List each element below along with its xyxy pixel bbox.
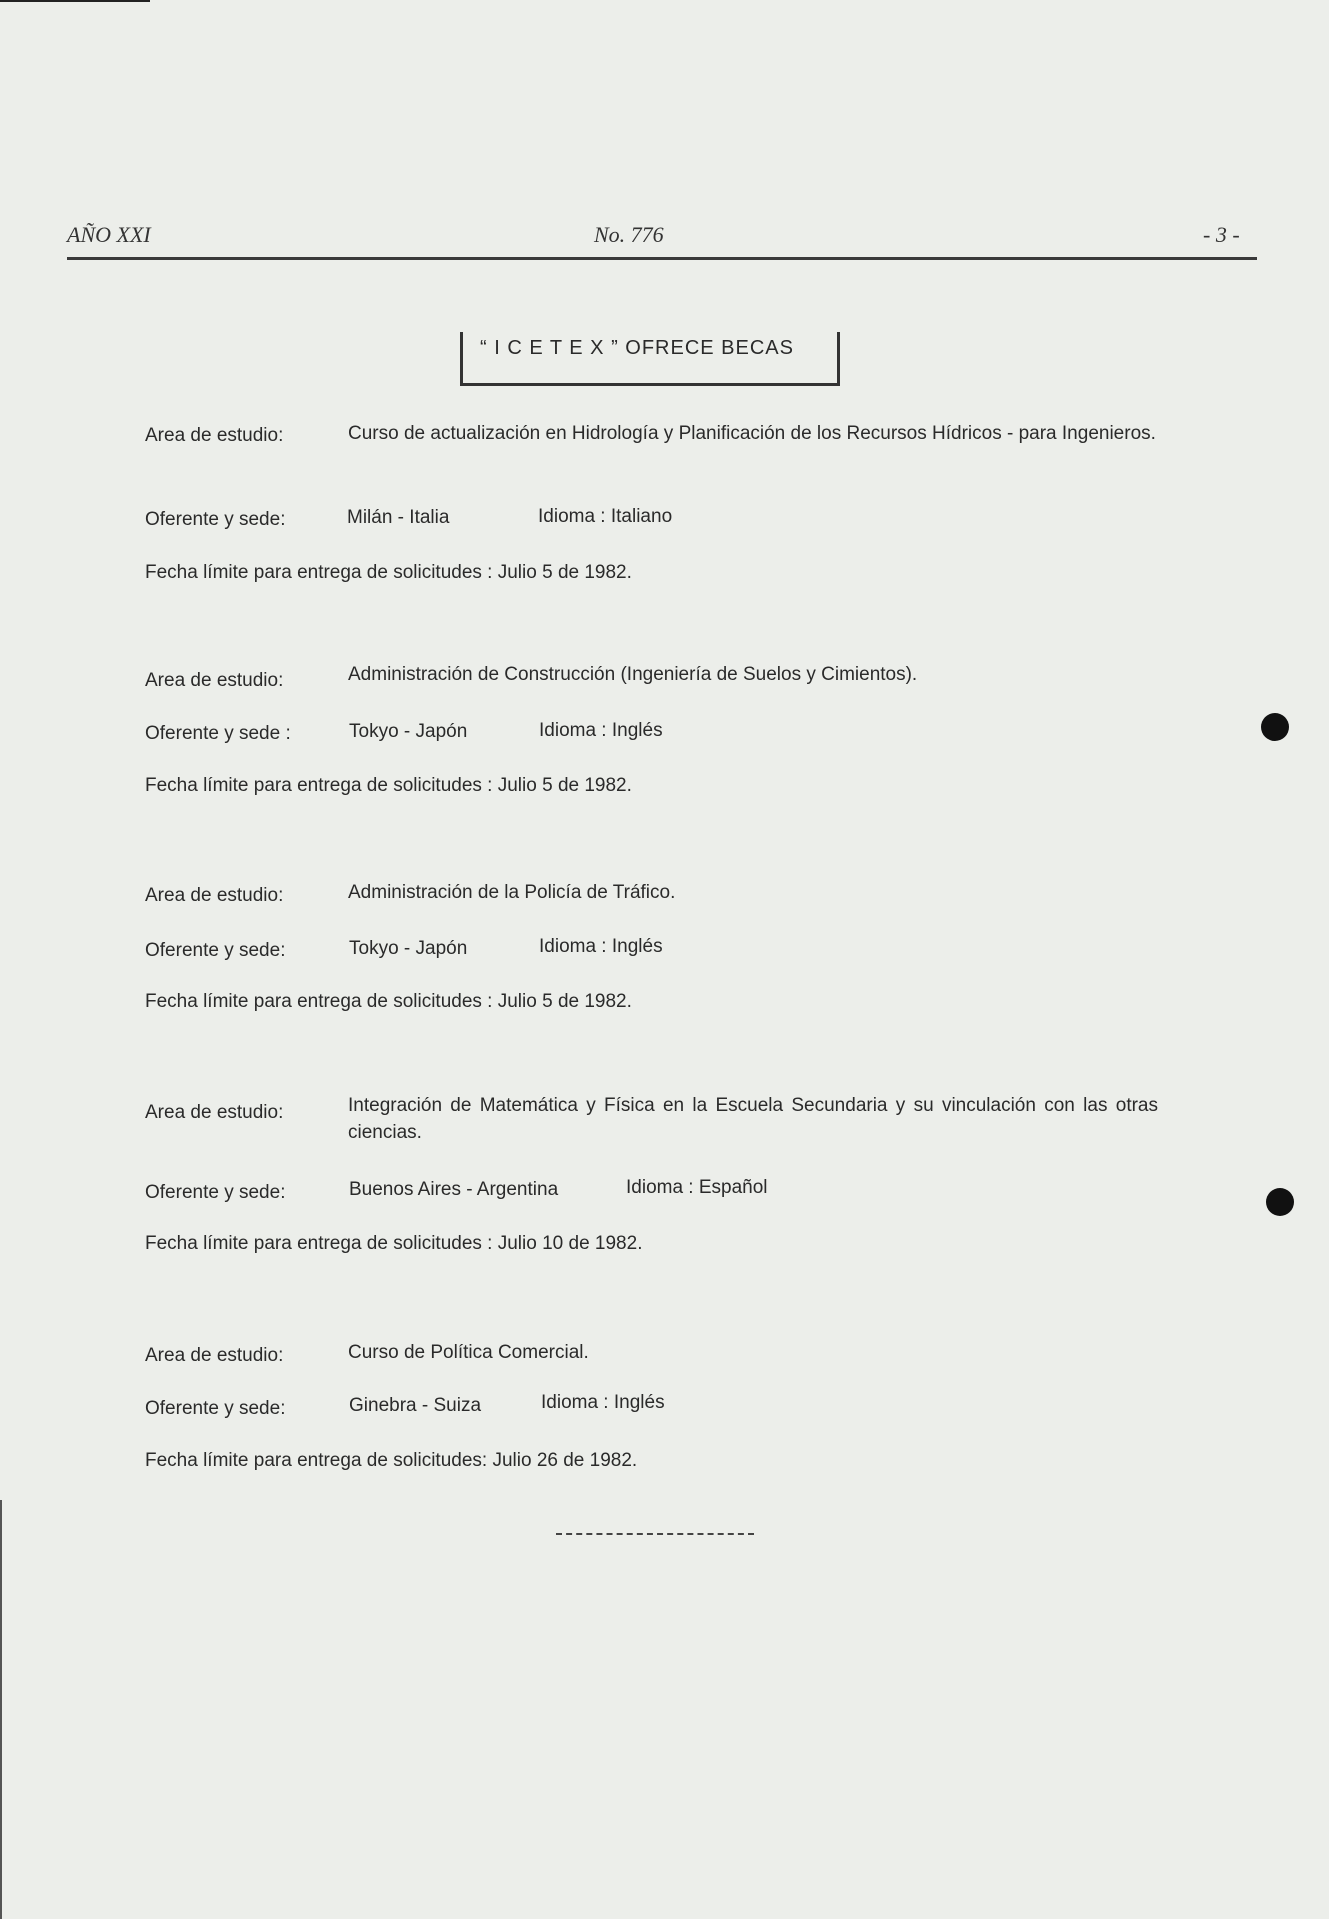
sede-value: Tokyo - Japón [349,721,468,742]
idioma-value: Idioma : Italiano [538,506,673,527]
idioma-value: Idioma : Inglés [541,1392,665,1413]
area-label: Area de estudio: [145,1345,284,1366]
punch-hole [1261,713,1289,741]
oferente-label: Oferente y sede: [145,1398,286,1419]
page-title: “ I C E T E X ” OFRECE BECAS [480,337,794,359]
oferente-label: Oferente y sede: [145,1182,286,1203]
deadline-text: Fecha límite para entrega de solicitudes : Julio 5 de 1982. [145,991,632,1012]
area-value: Curso de Política Comercial. [348,1342,589,1363]
sede-value: Buenos Aires - Argentina [349,1179,559,1200]
header-number: No. 776 [594,222,664,247]
sede-value: Milán - Italia [347,507,450,528]
oferente-label: Oferente y sede: [145,940,286,961]
area-value: Administración de Construcción (Ingeniería de Suelos y Cimientos). [348,664,918,685]
deadline-text: Fecha límite para entrega de solicitudes : Julio 10 de 1982. [145,1233,643,1254]
punch-hole [1266,1188,1294,1216]
deadline-text: Fecha límite para entrega de solicitudes: Julio 26 de 1982. [145,1450,638,1471]
area-label: Area de estudio: [145,425,284,446]
sede-value: Tokyo - Japón [349,938,468,959]
area-value: Integración de Matemática y Física en la Escuela Secundaria y su vinculación con las otras ciencias. [348,1095,1158,1143]
header-rule [67,257,1257,260]
deadline-text: Fecha límite para entrega de solicitudes : Julio 5 de 1982. [145,775,632,796]
deadline-text: Fecha límite para entrega de solicitudes : Julio 5 de 1982. [145,562,632,583]
page-corner-mark [0,0,150,2]
header-page: - 3 - [1203,222,1240,247]
sede-value: Ginebra - Suiza [349,1395,482,1416]
header-year: AÑO XXI [67,222,151,247]
idioma-value: Idioma : Inglés [539,936,663,957]
oferente-label: Oferente y sede : [145,723,291,744]
area-label: Area de estudio: [145,1102,284,1123]
idioma-value: Idioma : Inglés [539,720,663,741]
area-value: Administración de la Policía de Tráfico. [348,882,676,903]
page-edge-mark [0,1500,2,1919]
area-label: Area de estudio: [145,885,284,906]
oferente-label: Oferente y sede: [145,509,286,530]
area-value: Curso de actualización en Hidrología y Planificación de los Recursos Hídricos - para Ingenieros. [348,423,1156,444]
area-label: Area de estudio: [145,670,284,691]
end-separator [556,1533,754,1535]
idioma-value: Idioma : Español [626,1177,768,1198]
